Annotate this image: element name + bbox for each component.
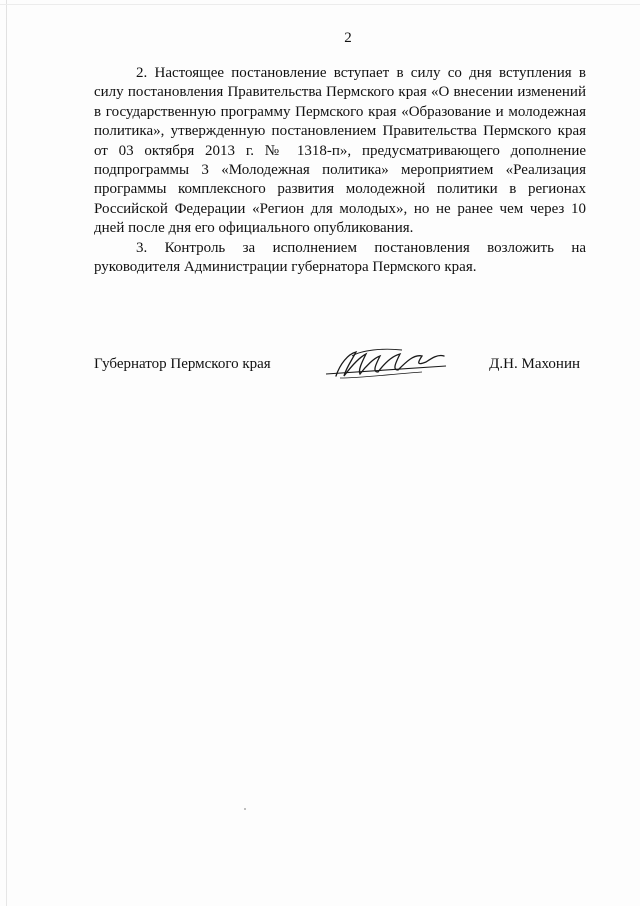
signatory-name: Д.Н. Махонин xyxy=(489,356,580,372)
signatory-position: Губернатор Пермского края xyxy=(94,356,271,372)
paragraph-2: 2. Настоящее постановление вступает в силу со дня вступления в силу постановления Правительства Пермского края «О внесении изменений в государственную программу Пермского края «Образование и молодежная политика», утвержденную постановлением Правительства Пермского края от 03 октября 2013 г. № 1318-п», предусматривающего дополнение подпрограммы 3 «Молодежная политика» мероприятием «Реализация программы комплексного развития молодежной политики в регионах Российской Федерации «Регион для молодых», но не ранее чем через 10 дней после дня его официального опубликования. xyxy=(94,65,586,237)
document-body xyxy=(94,64,586,277)
page-number: 2 xyxy=(344,30,352,46)
paragraph-3: 3. Контроль за исполнением постановления возложить на руководителя Администрации губернатора Пермского края. xyxy=(94,239,586,276)
scan-speck xyxy=(244,808,246,810)
page-edge-left xyxy=(6,0,7,906)
handwritten-signature-icon xyxy=(322,344,452,384)
page-edge-top xyxy=(0,4,640,5)
signature-block xyxy=(94,356,586,386)
